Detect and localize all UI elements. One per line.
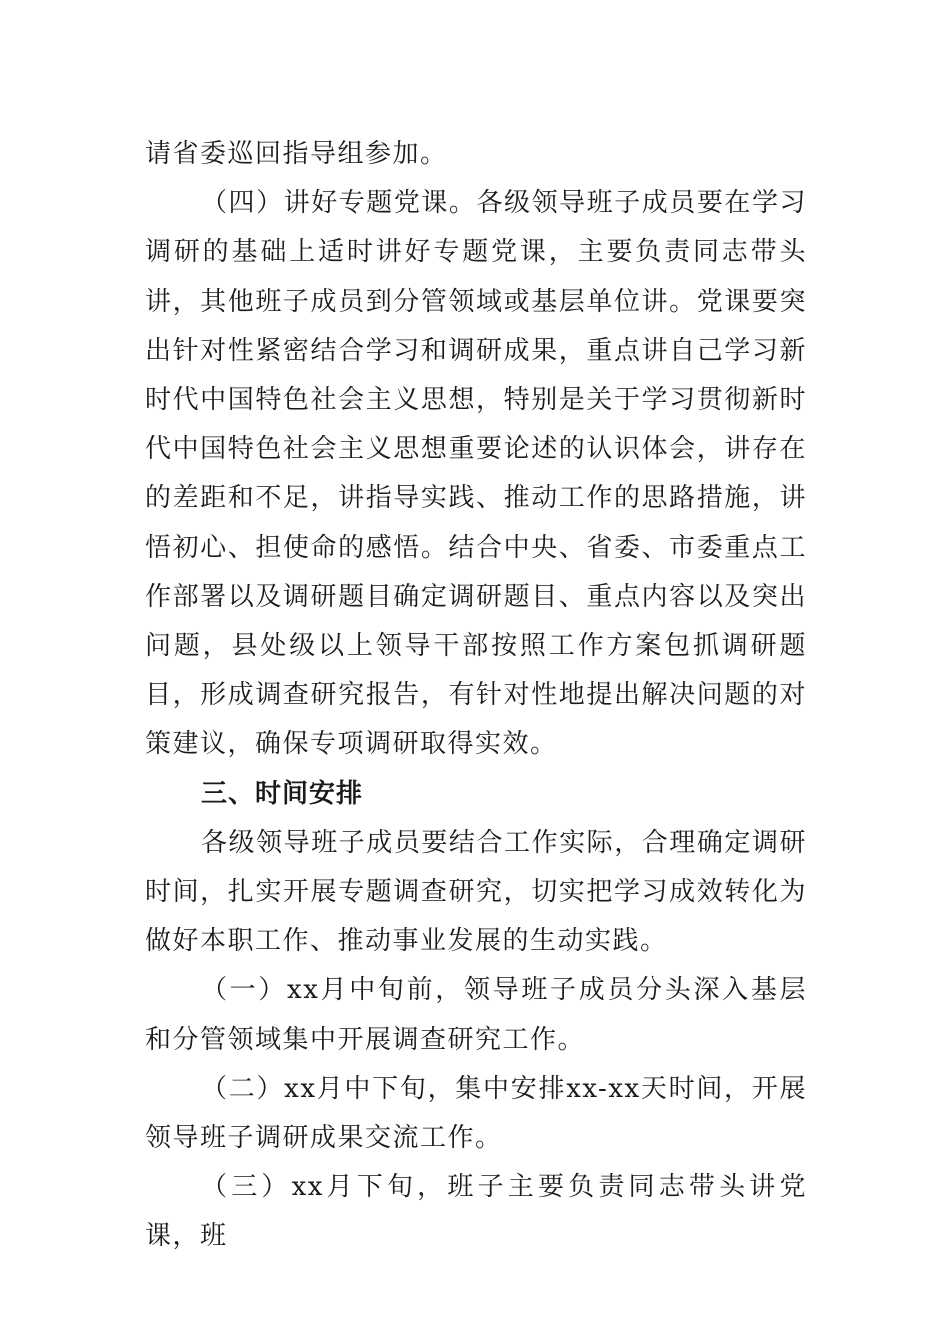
section-heading-schedule: 三、时间安排 xyxy=(201,778,364,809)
document-body xyxy=(145,130,807,1262)
paragraph-continuation: 请省委巡回指导组参加。 xyxy=(145,139,448,169)
paragraph-schedule-intro: 各级领导班子成员要结合工作实际，合理确定调研时间，扎实开展专题调查研究，切实把学习成效转化为做好本职工作、推动事业发展的生动实践。 xyxy=(145,827,807,957)
paragraph-party-lecture: （四）讲好专题党课。各级领导班子成员要在学习调研的基础上适时讲好专题党课，主要负责同志带头讲，其他班子成员到分管领域或基层单位讲。党课要突出针对性紧密结合学习和调研成果，重点讲自己学习新时代中国特色社会主义思想，特别是关于学习贯彻新时代中国特色社会主义思想重要论述的认识体会，讲存在的差距和不足，讲指导实践、推动工作的思路措施，讲悟初心、担使命的感悟。结合中央、省委、市委重点工作部署以及调研题目确定调研题目、重点内容以及突出问题，县处级以上领导干部按照工作方案包抓调研题目，形成调查研究报告，有针对性地提出解决问题的对策建议，确保专项调研取得实效。 xyxy=(145,188,807,760)
paragraph-schedule-item-1: （一）xx月中旬前，领导班子成员分头深入基层和分管领域集中开展调查研究工作。 xyxy=(145,975,807,1055)
paragraph-schedule-item-2: （二）xx月中下旬，集中安排xx-xx天时间，开展领导班子调研成果交流工作。 xyxy=(145,1073,807,1154)
paragraph-schedule-item-3: （三）xx月下旬，班子主要负责同志带头讲党课，班 xyxy=(145,1172,807,1252)
